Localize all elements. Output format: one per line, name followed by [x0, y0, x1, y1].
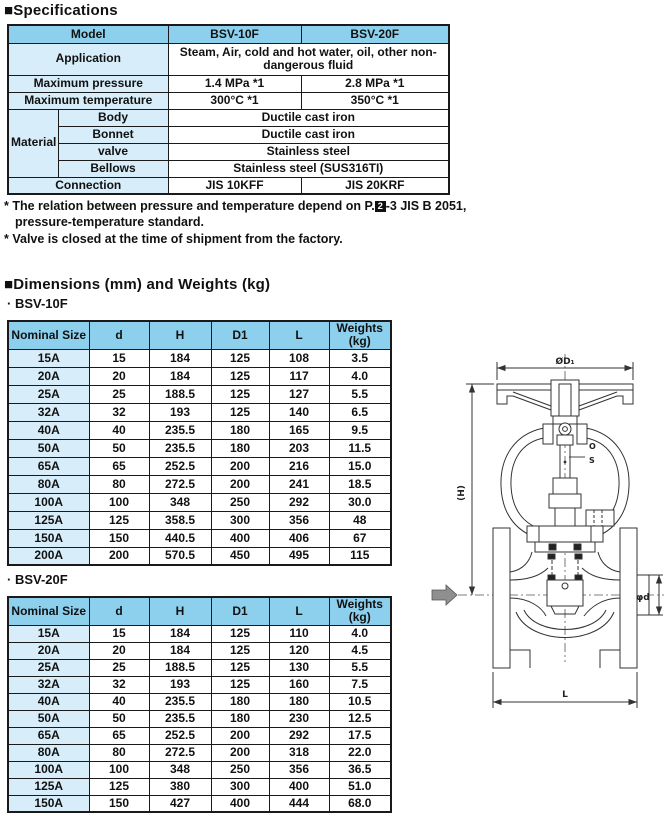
- column-header-d: d: [89, 597, 149, 625]
- dimension-cell: 120: [269, 642, 329, 659]
- dimension-cell: 15: [89, 625, 149, 642]
- dimension-cell: 130: [269, 659, 329, 676]
- dimension-cell: 50: [89, 710, 149, 727]
- table-row: [8, 457, 391, 475]
- dimension-cell: 15: [89, 349, 149, 367]
- nominal-size-cell: 65A: [8, 727, 89, 744]
- table-row: [8, 75, 449, 92]
- dimension-cell: 160: [269, 676, 329, 693]
- dimension-cell: 3.5: [329, 349, 391, 367]
- dimension-cell: 67: [329, 529, 391, 547]
- dimension-cell: 235.5: [149, 693, 211, 710]
- column-header-d1: D1: [211, 597, 269, 625]
- label-port-diameter: φd: [636, 593, 650, 603]
- table-header-row: [8, 597, 391, 625]
- dimension-cell: 200: [211, 457, 269, 475]
- dimension-cell: 68.0: [329, 795, 391, 812]
- column-header-nominal-size: Nominal Size: [8, 321, 89, 349]
- nominal-size-cell: 20A: [8, 642, 89, 659]
- spec-material-value: Ductile cast iron: [168, 126, 449, 143]
- nominal-size-cell: 125A: [8, 778, 89, 795]
- dimension-cell: 165: [269, 421, 329, 439]
- bsv20f-dimensions-table: [7, 596, 392, 813]
- table-row: [8, 744, 391, 761]
- dimension-cell: 65: [89, 457, 149, 475]
- dimension-cell: 241: [269, 475, 329, 493]
- dimension-cell: 51.0: [329, 778, 391, 795]
- nominal-size-cell: 150A: [8, 795, 89, 812]
- table-row: [8, 511, 391, 529]
- dimension-cell: 20: [89, 367, 149, 385]
- dimension-cell: 180: [211, 421, 269, 439]
- table-row: [8, 710, 391, 727]
- dimension-cell: 230: [269, 710, 329, 727]
- dimension-cell: 11.5: [329, 439, 391, 457]
- spec-connection-bsv10f: JIS 10KFF: [168, 177, 301, 194]
- specifications-table: [7, 24, 450, 195]
- dimension-cell: 25: [89, 385, 149, 403]
- dimension-cell: 203: [269, 439, 329, 457]
- column-header-weights: Weights (kg): [329, 597, 391, 625]
- dimension-cell: 184: [149, 642, 211, 659]
- dimension-cell: 40: [89, 693, 149, 710]
- nominal-size-cell: 40A: [8, 693, 89, 710]
- column-header-l: L: [269, 597, 329, 625]
- dimension-cell: 140: [269, 403, 329, 421]
- dimension-cell: 22.0: [329, 744, 391, 761]
- spec-pressure-bsv20f: 2.8 MPa *1: [301, 75, 449, 92]
- dimension-cell: 12.5: [329, 710, 391, 727]
- nominal-size-cell: 65A: [8, 457, 89, 475]
- table-row: [8, 177, 449, 194]
- table-row: [8, 529, 391, 547]
- dimension-cell: 48: [329, 511, 391, 529]
- nominal-size-cell: 50A: [8, 439, 89, 457]
- dimension-cell: 125: [89, 778, 149, 795]
- dimension-cell: 184: [149, 367, 211, 385]
- dimension-cell: 115: [329, 547, 391, 565]
- dimension-cell: 188.5: [149, 385, 211, 403]
- table-row: [8, 421, 391, 439]
- dimension-cell: 188.5: [149, 659, 211, 676]
- table-row: [8, 439, 391, 457]
- table-row: [8, 25, 449, 43]
- dimension-cell: 180: [211, 710, 269, 727]
- dimension-cell: 125: [211, 385, 269, 403]
- dimension-cell: 193: [149, 403, 211, 421]
- dimension-cell: 292: [269, 493, 329, 511]
- column-header-weights: Weights (kg): [329, 321, 391, 349]
- dimension-cell: 32: [89, 403, 149, 421]
- dimension-cell: 356: [269, 761, 329, 778]
- spec-material-part: Bonnet: [58, 126, 168, 143]
- spec-pressure-label: Maximum pressure: [8, 75, 168, 92]
- valve-technical-drawing: [430, 328, 667, 720]
- dimension-cell: 127: [269, 385, 329, 403]
- label-shut: S: [589, 456, 595, 465]
- nominal-size-cell: 80A: [8, 475, 89, 493]
- spec-material-label: Material: [8, 109, 58, 177]
- nominal-size-cell: 100A: [8, 493, 89, 511]
- dimension-cell: 235.5: [149, 421, 211, 439]
- specifications-heading: ■Specifications: [4, 2, 118, 19]
- dimension-cell: 100: [89, 493, 149, 511]
- dimension-cell: 25: [89, 659, 149, 676]
- nominal-size-cell: 150A: [8, 529, 89, 547]
- dimension-cell: 200: [89, 547, 149, 565]
- dimension-cell: 110: [269, 625, 329, 642]
- dimension-cell: 200: [211, 475, 269, 493]
- dimension-cell: 50: [89, 439, 149, 457]
- dimension-cell: 180: [211, 693, 269, 710]
- dimension-cell: 495: [269, 547, 329, 565]
- dimension-cell: 200: [211, 727, 269, 744]
- dimension-cell: 6.5: [329, 403, 391, 421]
- dimension-cell: 184: [149, 625, 211, 642]
- spec-application-value: Steam, Air, cold and hot water, oil, other non-dangerous fluid: [168, 43, 449, 75]
- dimension-cell: 184: [149, 349, 211, 367]
- dimension-cell: 5.5: [329, 659, 391, 676]
- table-row: [8, 676, 391, 693]
- spec-material-part: Bellows: [58, 160, 168, 177]
- dimension-cell: 235.5: [149, 439, 211, 457]
- table-row: [8, 778, 391, 795]
- dimension-cell: 440.5: [149, 529, 211, 547]
- spec-model-bsv20f: BSV-20F: [301, 25, 449, 43]
- dimension-cell: 400: [269, 778, 329, 795]
- dimension-cell: 125: [211, 367, 269, 385]
- dimension-cell: 9.5: [329, 421, 391, 439]
- nominal-size-cell: 25A: [8, 385, 89, 403]
- dimension-cell: 235.5: [149, 710, 211, 727]
- spec-model-bsv10f: BSV-10F: [168, 25, 301, 43]
- spec-material-value: Stainless steel: [168, 143, 449, 160]
- stem-bonnet-assembly: [527, 445, 614, 552]
- table-row: [8, 143, 449, 160]
- bsv10f-dimensions-table: [7, 320, 392, 566]
- label-d1: ØD₁: [555, 357, 575, 367]
- nominal-size-cell: 100A: [8, 761, 89, 778]
- table-row: [8, 642, 391, 659]
- dimension-cell: 125: [211, 349, 269, 367]
- handwheel: [497, 380, 633, 416]
- nominal-size-cell: 15A: [8, 349, 89, 367]
- dimension-cell: 292: [269, 727, 329, 744]
- dimension-cell: 400: [211, 529, 269, 547]
- spec-model-header: Model: [8, 25, 168, 43]
- table-row: [8, 547, 391, 565]
- dimension-cell: 250: [211, 761, 269, 778]
- spec-application-label: Application: [8, 43, 168, 75]
- dimension-cell: 20: [89, 642, 149, 659]
- dimension-cell: 18.5: [329, 475, 391, 493]
- column-header-d1: D1: [211, 321, 269, 349]
- nominal-size-cell: 20A: [8, 367, 89, 385]
- dimension-cell: 193: [149, 676, 211, 693]
- dimension-cell: 216: [269, 457, 329, 475]
- dimension-cell: 318: [269, 744, 329, 761]
- table-row: [8, 160, 449, 177]
- table-row: [8, 625, 391, 642]
- dimension-cell: 125: [211, 625, 269, 642]
- dimension-cell: 200: [211, 744, 269, 761]
- flow-direction-arrow: [432, 585, 457, 605]
- dimension-cell: 380: [149, 778, 211, 795]
- table-row: [8, 385, 391, 403]
- dimension-cell: 358.5: [149, 511, 211, 529]
- dimension-cell: 250: [211, 493, 269, 511]
- table-row: [8, 403, 391, 421]
- dimension-cell: 80: [89, 475, 149, 493]
- nominal-size-cell: 15A: [8, 625, 89, 642]
- table-row: [8, 727, 391, 744]
- dimension-cell: 427: [149, 795, 211, 812]
- footnote-valve-closed: [4, 231, 474, 247]
- dimension-cell: 125: [211, 642, 269, 659]
- dimension-cell: 450: [211, 547, 269, 565]
- dimension-cell: 400: [211, 795, 269, 812]
- footnote-text: Valve is closed at the time of shipment from the factory.: [12, 232, 343, 246]
- dimension-cell: 180: [269, 693, 329, 710]
- dimension-cell: 100: [89, 761, 149, 778]
- footnote-marker: *: [4, 232, 9, 246]
- nominal-size-cell: 32A: [8, 676, 89, 693]
- spec-material-part: Body: [58, 109, 168, 126]
- table-row: [8, 761, 391, 778]
- dimension-cell: 444: [269, 795, 329, 812]
- spec-temperature-label: Maximum temperature: [8, 92, 168, 109]
- column-header-nominal-size: Nominal Size: [8, 597, 89, 625]
- dimension-cell: 272.5: [149, 475, 211, 493]
- dimension-cell: 36.5: [329, 761, 391, 778]
- footnote-marker: *: [4, 199, 9, 213]
- table-row: [8, 693, 391, 710]
- dimension-cell: 17.5: [329, 727, 391, 744]
- table-row: [8, 493, 391, 511]
- label-open: O: [589, 442, 596, 451]
- dimension-cell: 150: [89, 529, 149, 547]
- page-number-badge: 2: [375, 201, 386, 212]
- table-row: [8, 795, 391, 812]
- column-header-d: d: [89, 321, 149, 349]
- table-row: [8, 659, 391, 676]
- column-header-h: H: [149, 321, 211, 349]
- dimension-cell: 150: [89, 795, 149, 812]
- spec-connection-bsv20f: JIS 20KRF: [301, 177, 449, 194]
- dimension-cell: 15.0: [329, 457, 391, 475]
- dimension-cell: 5.5: [329, 385, 391, 403]
- dimension-cell: 300: [211, 778, 269, 795]
- table-row: [8, 92, 449, 109]
- spec-temperature-bsv20f: 350°C *1: [301, 92, 449, 109]
- dimension-cell: 80: [89, 744, 149, 761]
- dimension-cell: 125: [211, 403, 269, 421]
- dimension-cell: 108: [269, 349, 329, 367]
- nominal-size-cell: 200A: [8, 547, 89, 565]
- dimension-h: [466, 384, 494, 595]
- dimensions-heading: ■Dimensions (mm) and Weights (kg): [4, 276, 271, 293]
- dimension-cell: 348: [149, 761, 211, 778]
- nominal-size-cell: 80A: [8, 744, 89, 761]
- spec-material-value: Ductile cast iron: [168, 109, 449, 126]
- dimension-cell: 348: [149, 493, 211, 511]
- label-h: (H): [457, 485, 467, 501]
- dimension-cell: 252.5: [149, 727, 211, 744]
- spec-connection-label: Connection: [8, 177, 168, 194]
- column-header-l: L: [269, 321, 329, 349]
- dimension-cell: 356: [269, 511, 329, 529]
- nominal-size-cell: 32A: [8, 403, 89, 421]
- dimension-cell: 125: [211, 676, 269, 693]
- table-row: [8, 475, 391, 493]
- dimension-cell: 180: [211, 439, 269, 457]
- dimension-cell: 32: [89, 676, 149, 693]
- dimension-cell: 40: [89, 421, 149, 439]
- table-row: [8, 43, 449, 75]
- dimension-cell: 117: [269, 367, 329, 385]
- dimension-cell: 4.0: [329, 367, 391, 385]
- spec-temperature-bsv10f: 300°C *1: [168, 92, 301, 109]
- table-row: [8, 126, 449, 143]
- dimension-cell: 125: [89, 511, 149, 529]
- footnotes: [4, 198, 474, 248]
- nominal-size-cell: 50A: [8, 710, 89, 727]
- table-row: [8, 367, 391, 385]
- dimension-cell: 30.0: [329, 493, 391, 511]
- column-header-h: H: [149, 597, 211, 625]
- label-l: L: [562, 690, 568, 700]
- nominal-size-cell: 25A: [8, 659, 89, 676]
- dimension-cell: 272.5: [149, 744, 211, 761]
- nominal-size-cell: 40A: [8, 421, 89, 439]
- dimension-cell: 252.5: [149, 457, 211, 475]
- spec-pressure-bsv10f: 1.4 MPa *1: [168, 75, 301, 92]
- dimension-cell: 406: [269, 529, 329, 547]
- spec-material-part: valve: [58, 143, 168, 160]
- footnote-pressure-temperature: [4, 198, 474, 230]
- dimension-cell: 65: [89, 727, 149, 744]
- dimension-cell: 125: [211, 659, 269, 676]
- table-row: [8, 349, 391, 367]
- bsv10f-label: · BSV-10F: [7, 296, 68, 311]
- spec-material-value: Stainless steel (SUS316TI): [168, 160, 449, 177]
- dimension-cell: 300: [211, 511, 269, 529]
- dimension-cell: 570.5: [149, 547, 211, 565]
- dimension-cell: 4.0: [329, 625, 391, 642]
- nominal-size-cell: 125A: [8, 511, 89, 529]
- footnote-text: The relation between pressure and temperature depend on P.: [12, 199, 375, 213]
- dimension-cell: 7.5: [329, 676, 391, 693]
- bsv20f-label: · BSV-20F: [7, 572, 68, 587]
- table-header-row: [8, 321, 391, 349]
- dimension-cell: 4.5: [329, 642, 391, 659]
- table-row: [8, 109, 449, 126]
- dimension-cell: 10.5: [329, 693, 391, 710]
- footnote-text: -3 JIS B 2051, pressure-temperature standard.: [15, 199, 467, 229]
